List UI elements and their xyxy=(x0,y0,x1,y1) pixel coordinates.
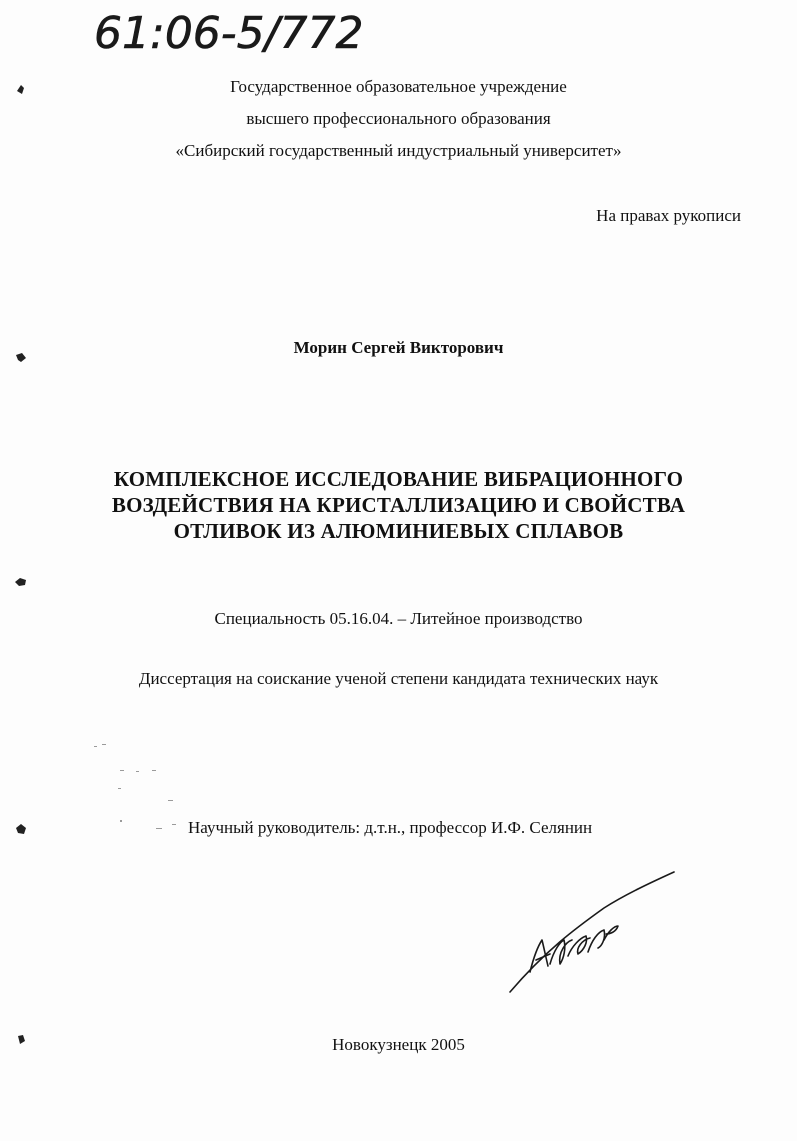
title-line-3: ОТЛИВОК ИЗ АЛЮМИНИЕВЫХ СПЛАВОВ xyxy=(173,519,624,543)
city-year: Новокузнецк 2005 xyxy=(332,1035,465,1054)
margin-mark-icon xyxy=(14,575,28,589)
manuscript-note: На правах рукописи xyxy=(596,206,741,225)
degree-statement: Диссертация на соискание ученой степени кандидата технических наук xyxy=(138,669,659,688)
institution-line-2: высшего профессионального образования xyxy=(246,109,551,128)
author-name: Морин Сергей Викторович xyxy=(293,338,504,357)
handwritten-archive-code xyxy=(92,4,422,60)
institution-line-3: «Сибирский государственный индустриальный университет» xyxy=(175,141,622,160)
specialty: Специальность 05.16.04. – Литейное производство xyxy=(214,609,583,628)
archive-code-text: 61:06-5/772 xyxy=(94,8,364,59)
margin-mark-icon xyxy=(14,822,28,836)
scan-specks xyxy=(90,740,190,840)
supervisor: Научный руководитель: д.т.н., профессор И.Ф. Селянин xyxy=(188,818,593,837)
title-line-2: ВОЗДЕЙСТВИЯ НА КРИСТАЛЛИЗАЦИЮ И СВОЙСТВА xyxy=(111,493,686,517)
title-line-1: КОМПЛЕКСНОЕ ИССЛЕДОВАНИЕ ВИБРАЦИОННОГО xyxy=(113,467,684,491)
dissertation-title xyxy=(0,466,797,544)
institution-line-1: Государственное образовательное учреждение xyxy=(230,77,567,96)
supervisor-signature xyxy=(506,868,686,996)
